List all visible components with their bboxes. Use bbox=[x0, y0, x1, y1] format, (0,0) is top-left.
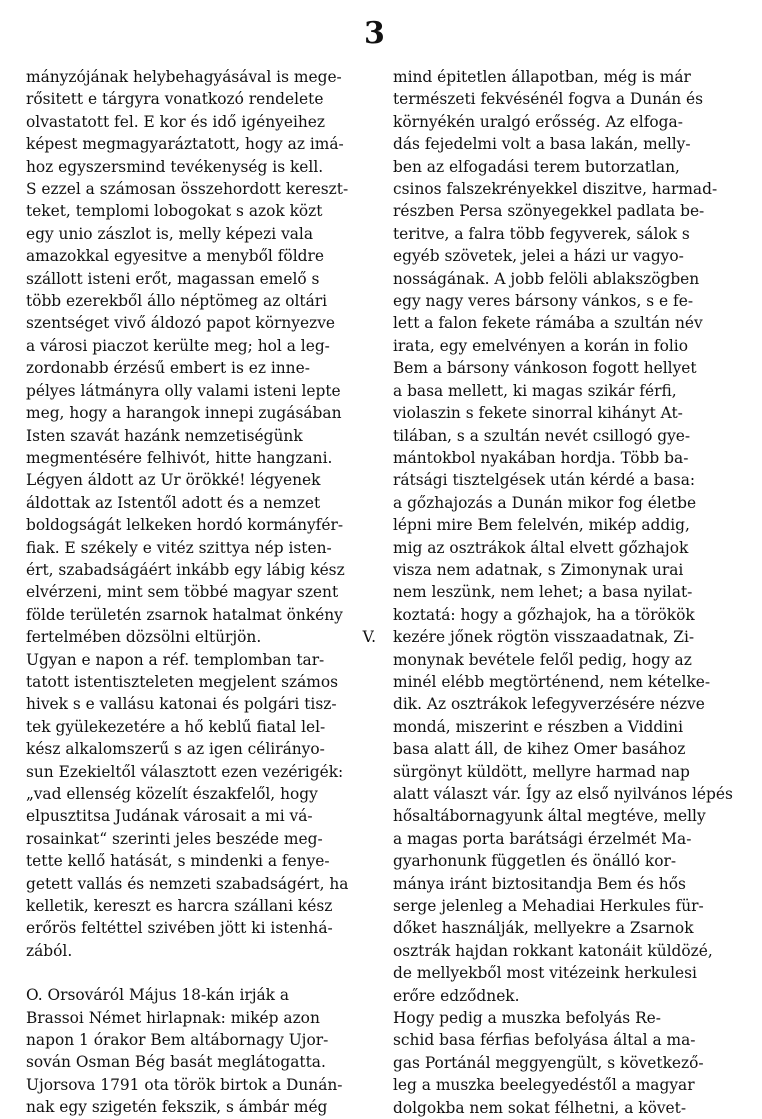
text-line: dik. Az osztrákok lefegyverzésére nézve bbox=[393, 695, 705, 714]
text-line: visza nem adatnak, s Zimonynak urai bbox=[393, 560, 684, 579]
text-line: természeti fekvésénél fogva a Dunán és bbox=[393, 90, 704, 109]
text-line: Ugyan e napon a réf. templomban tar- bbox=[26, 650, 325, 669]
paragraph-gap bbox=[26, 962, 376, 984]
text-line: mig az osztrákok által elvett gőzhajok bbox=[393, 538, 689, 557]
text-line: Légyen áldott az Ur örökké! légyenek bbox=[26, 471, 321, 490]
text-line: tek gyülekezetére a hő keblű fiatal lel- bbox=[26, 717, 326, 736]
text-line: hivek s e vallásu katonai és polgári tisz- bbox=[26, 695, 337, 714]
text-line: több ezerekből állo néptömeg az oltári bbox=[26, 292, 328, 311]
text-line: pélyes látmányra olly valami isteni lepte bbox=[26, 381, 341, 400]
text-line: hoz egyszersmind tevékenység is kell. bbox=[26, 157, 324, 176]
text-line: napon 1 órakor Bem altábornagy Ujor- bbox=[26, 1031, 329, 1050]
text-line: meg, hogy a harangok innepi zugásában bbox=[26, 404, 342, 423]
text-line: környékén uralgó erősség. Az elfoga- bbox=[393, 112, 683, 131]
text-line: tilában, s a szultán nevét csillogó gye- bbox=[393, 426, 691, 445]
text-line: kész alkalomszerű s az igen célirányo- bbox=[26, 740, 325, 759]
text-line: mind épitetlen állapotban, még is már bbox=[393, 68, 691, 86]
text-line: elvérzeni, mint sem többé magyar szent bbox=[26, 583, 339, 602]
text-line: mondá, miszerint e részben a Viddini bbox=[393, 717, 684, 736]
text-line: dőket használják, mellyekre a Zsarnok bbox=[393, 919, 694, 938]
left-column bbox=[26, 66, 376, 1119]
text-line: sürgönyt küldött, mellyre harmad nap bbox=[393, 762, 690, 781]
text-line: egy unio zászlot is, melly képezi vala bbox=[26, 224, 314, 243]
text-line: áldottak az Istentől adott és a nemzet bbox=[26, 493, 321, 512]
text-line: mánya iránt biztositandja Bem és hős bbox=[393, 874, 686, 893]
text-line: elpusztitsa Judának városait a mi vá- bbox=[26, 807, 313, 826]
text-line: Brassoi Német hirlapnak: mikép azon bbox=[26, 1008, 320, 1027]
text-line: hősaltábornagyunk által megtéve, melly bbox=[393, 807, 706, 826]
text-line: részben Persa szönyegekkel padlata be- bbox=[393, 202, 705, 221]
text-line: leg a muszka beelegyedéstől a magyar bbox=[393, 1076, 695, 1095]
text-line: gyarhonunk független és önálló kor- bbox=[393, 852, 677, 871]
text-line: tette kellő hatását, s mindenki a fenye- bbox=[26, 852, 330, 871]
text-line: violaszin s fekete sinorral kihányt At- bbox=[393, 404, 683, 423]
text-line: rősitett e tárgyra vonatkozó rendelete bbox=[26, 90, 324, 109]
text-line: a gőzhajozás a Dunán mikor fog életbe bbox=[393, 493, 697, 512]
text-line: nak egy szigetén fekszik, s ámbár még bbox=[26, 1098, 328, 1117]
text-line: rátsági tisztelgések után kérdé a basa: bbox=[393, 471, 696, 490]
text-line: rosainkat“ szerinti jeles beszéde meg- bbox=[26, 829, 323, 848]
text-line: sun Ezekieltől választott ezen vezérigék: bbox=[26, 762, 344, 781]
author-signature: V. bbox=[362, 628, 376, 647]
text-line: megmentésére felhivót, hitte hangzani. bbox=[26, 448, 333, 467]
text-line: szentséget vivő áldozó papot környezve bbox=[26, 314, 336, 333]
article-paragraph-2 bbox=[26, 649, 376, 963]
text-line: zordonabb érzésű embert is ez inne- bbox=[26, 359, 310, 378]
article-paragraph-4 bbox=[393, 66, 741, 1007]
text-line: dás fejedelmi volt a basa lakán, melly- bbox=[393, 135, 691, 154]
text-line: szállott isteni erőt, magassan emelő s bbox=[26, 269, 320, 288]
text-line: irata, egy emelvényen a korán in folio bbox=[393, 336, 688, 355]
text-line: ért, szabadságáért inkább egy lábig kész bbox=[26, 560, 345, 579]
text-line: erőre edződnek. bbox=[393, 986, 520, 1005]
text-line: Hogy pedig a muszka befolyás Re- bbox=[393, 1009, 661, 1028]
text-line: monynak bevétele felől pedig, hogy az bbox=[393, 650, 692, 669]
text-line: lett a falon fekete rámába a szultán név bbox=[393, 314, 703, 333]
text-line: basa alatt áll, de kihez Omer basához bbox=[393, 740, 686, 759]
article-paragraph-5 bbox=[393, 1007, 741, 1119]
text-line: kezére jőnek rögtön visszaadatnak, Zi- bbox=[393, 628, 695, 647]
text-line: schid basa férfias befolyása által a ma- bbox=[393, 1031, 696, 1050]
text-line: amazokkal egyesitve a menyből földre bbox=[26, 247, 324, 266]
text-line: Ujorsova 1791 ota török birtok a Dunán- bbox=[26, 1075, 343, 1094]
right-column bbox=[393, 66, 741, 1119]
text-line: erőrös feltéttel szivében jött ki istenhá- bbox=[26, 919, 333, 938]
text-line: ben az elfogadási terem butorzatlan, bbox=[393, 157, 680, 176]
text-line: képest megmagyaráztatott, hogy az imá- bbox=[26, 135, 344, 154]
text-line: lépni mire Bem felelvén, mikép addig, bbox=[393, 516, 690, 535]
text-line: Bem a bársony vánkoson fogott hellyet bbox=[393, 359, 697, 378]
text-line: nem leszünk, nem lehet; a basa nyilat- bbox=[393, 583, 693, 602]
text-line-last bbox=[26, 626, 376, 648]
text-line: koztatá: hogy a gőzhajok, ha a törökök bbox=[393, 605, 695, 624]
text-line: zából. bbox=[26, 941, 73, 960]
text-line: a magas porta barátsági érzelmét Ma- bbox=[393, 829, 692, 848]
text-line: gas Portánál meggyengült, s következő- bbox=[393, 1053, 704, 1072]
article-paragraph-3 bbox=[26, 984, 376, 1118]
page-number: 3 bbox=[364, 16, 385, 51]
text-line: dolgokba nem sokat félhetni, a követ- bbox=[393, 1098, 687, 1117]
text-line: nosságának. A jobb felöli ablakszögben bbox=[393, 269, 700, 288]
article-paragraph-1 bbox=[26, 66, 376, 649]
text-line: a városi piaczot kerülte meg; hol a leg- bbox=[26, 336, 330, 355]
text-line: földe területén zsarnok hatalmat önkény bbox=[26, 605, 343, 624]
text-line: S ezzel a számosan összehordott kereszt- bbox=[26, 180, 349, 199]
text-line: teket, templomi lobogokat s azok közt bbox=[26, 202, 323, 221]
text-line: boldogságát lelkeken hordó kormányfér- bbox=[26, 516, 344, 535]
text-line: sován Osman Bég basát meglátogatta. bbox=[26, 1053, 326, 1072]
text-line: egyéb szövetek, jelei a házi ur vagyo- bbox=[393, 247, 684, 266]
text-line: minél elébb megtörténend, nem kételke- bbox=[393, 672, 711, 691]
text-line: olvastatott fel. E kor és idő igényeihez bbox=[26, 112, 325, 131]
text-line: egy nagy veres bársony vánkos, s e fe- bbox=[393, 292, 694, 311]
text-line: O. Orsováról Május 18-kán irják a bbox=[26, 986, 290, 1005]
text-line: osztrák hajdan rokkant katonáit küldözé, bbox=[393, 941, 713, 960]
text-line: getett vallás és nemzeti szabadságért, ha bbox=[26, 874, 349, 893]
text-line: csinos falszekrényekkel diszitve, harmad- bbox=[393, 180, 718, 199]
text-line: mántokbol nyakában hordja. Több ba- bbox=[393, 448, 689, 467]
text-line: de mellyekből most vitézeink herkulesi bbox=[393, 964, 697, 983]
text-line: tatott istentiszteleten megjelent számos bbox=[26, 672, 339, 691]
text-line: mányzójának helybehagyásával is mege- bbox=[26, 68, 342, 86]
text-line: „vad ellenség közelít északfelől, hogy bbox=[26, 785, 318, 803]
text-line: teritve, a falra több fegyverek, sálok s bbox=[393, 224, 690, 243]
text-line: serge jelenleg a Mehadiai Herkules für- bbox=[393, 897, 704, 916]
text-line: a basa mellett, ki magas szikár férfi, bbox=[393, 381, 677, 400]
text-line: fiak. E székely e vitéz szittya nép isten- bbox=[26, 538, 332, 557]
text-line: alatt választ vár. Így az első nyilvános lépés bbox=[393, 785, 733, 803]
text-line: Isten szavát hazánk nemzetiségünk bbox=[26, 426, 303, 445]
text-line: kelletik, kereszt es harcra szállani kész bbox=[26, 897, 333, 916]
closing-text: fertelmében dözsölni eltürjön. bbox=[26, 628, 262, 647]
